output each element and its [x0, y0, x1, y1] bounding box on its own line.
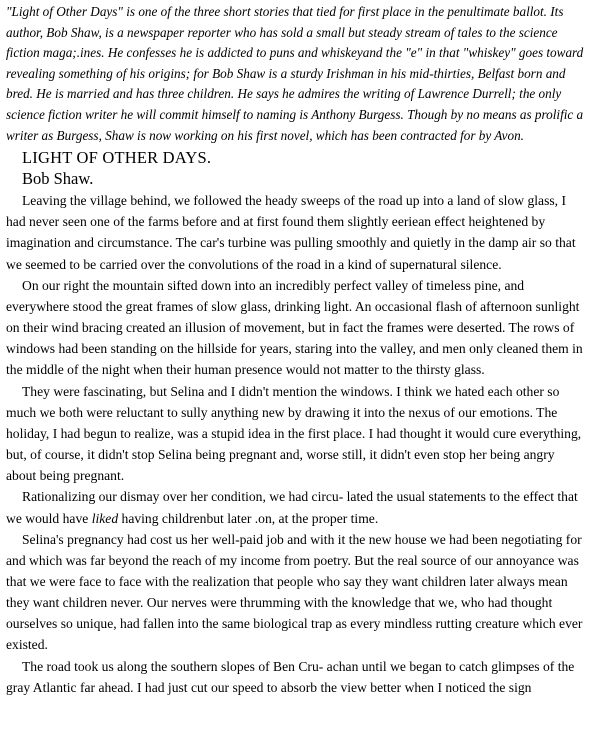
- paragraph-6: The road took us along the southern slopes of Ben Cru- achan until we began to catch glimpses of the gray Atlantic far ahead. I had just cut our speed to absorb the view better when I noticed the sign: [6, 658, 575, 695]
- paragraph-4-emphasis: liked: [91, 510, 119, 526]
- paragraph-4: [6, 486, 584, 528]
- paragraph-4-text-start: Rationalizing our dismay over her condition, we had circu- lated the usual statements to the effect that we would have: [6, 489, 578, 526]
- story-author: Bob Shaw.: [22, 169, 94, 189]
- intro-note: "Light of Other Days" is one of the three short stories that tied for first place in the penultimate ballot. Its author, Bob Shaw, is a newspaper reporter who has sold a small but steady stream of tales to the science fiction maga;.ines. He confesses he is addicted to puns and whiskeyand the "e" in that "whiskey" goes toward revealing something of his origins; for Bob Shaw is a sturdy Irishman in his mid-thirties, Belfast born and bred. He is married and has three children. He says he admires the writing of Lawrence Durrell; the only science fiction writer he will commit himself to naming is Anthony Burgess. Though by no means as prolific a writer as Burgess, Shaw is now working on his first novel, which has been contracted for by Avon.: [6, 4, 584, 143]
- paragraph-2: On our right the mountain sifted down into an incredibly perfect valley of timeless pine, and everywhere stood the great frames of slow glass, drinking light. An occasional flash of afternoon sunlight on their wind bracing created an illusion of movement, but in fact the frames were deserted. The rows of windows had been standing on the hillside for years, staring into the valley, and men only cleaned them in the middle of the night when their human presence would not matter to the thirsty glass.: [6, 277, 583, 378]
- paragraph-4-text-end: having childrenbut later .on, at the proper time.: [118, 510, 379, 526]
- document-page: [6, 2, 584, 698]
- paragraph-1: Leaving the village behind, we followed the heady sweeps of the road up into a land of slow glass, I had never seen one of the farms before and at first found them slightly eeriean effect heightened by imagination and circumstance. The car's turbine was pulling smoothly and quietly in the damp air so that we seemed to be carried over the convolutions of the road in a kind of supernatural silence.: [6, 193, 576, 272]
- story-title: LIGHT OF OTHER DAYS.: [22, 148, 212, 168]
- paragraph-3: They were fascinating, but Selina and I didn't mention the windows. I think we hated each other so much we both were reluctant to sully anything new by drawing it into the nexus of our emotions. The holiday, I had begun to realize, was a stupid idea in the first place. I had thought it would cure everything, but, of course, it didn't stop Selina being pregnant and, worse still, it didn't even stop her being angry about being pregnant.: [6, 383, 582, 484]
- paragraph-5: Selina's pregnancy had cost us her well-paid job and with it the new house we had been negotiating for and which was far beyond the reach of my income from poetry. But the real source of our annoyance was that we were face to face with the realization that people who say they want children later always mean they want children never. Our nerves were thrumming with the knowledge that we, who had thought ourselves so unique, had fallen into the same biological trap as every mindless rutting creature which ever existed.: [6, 531, 583, 653]
